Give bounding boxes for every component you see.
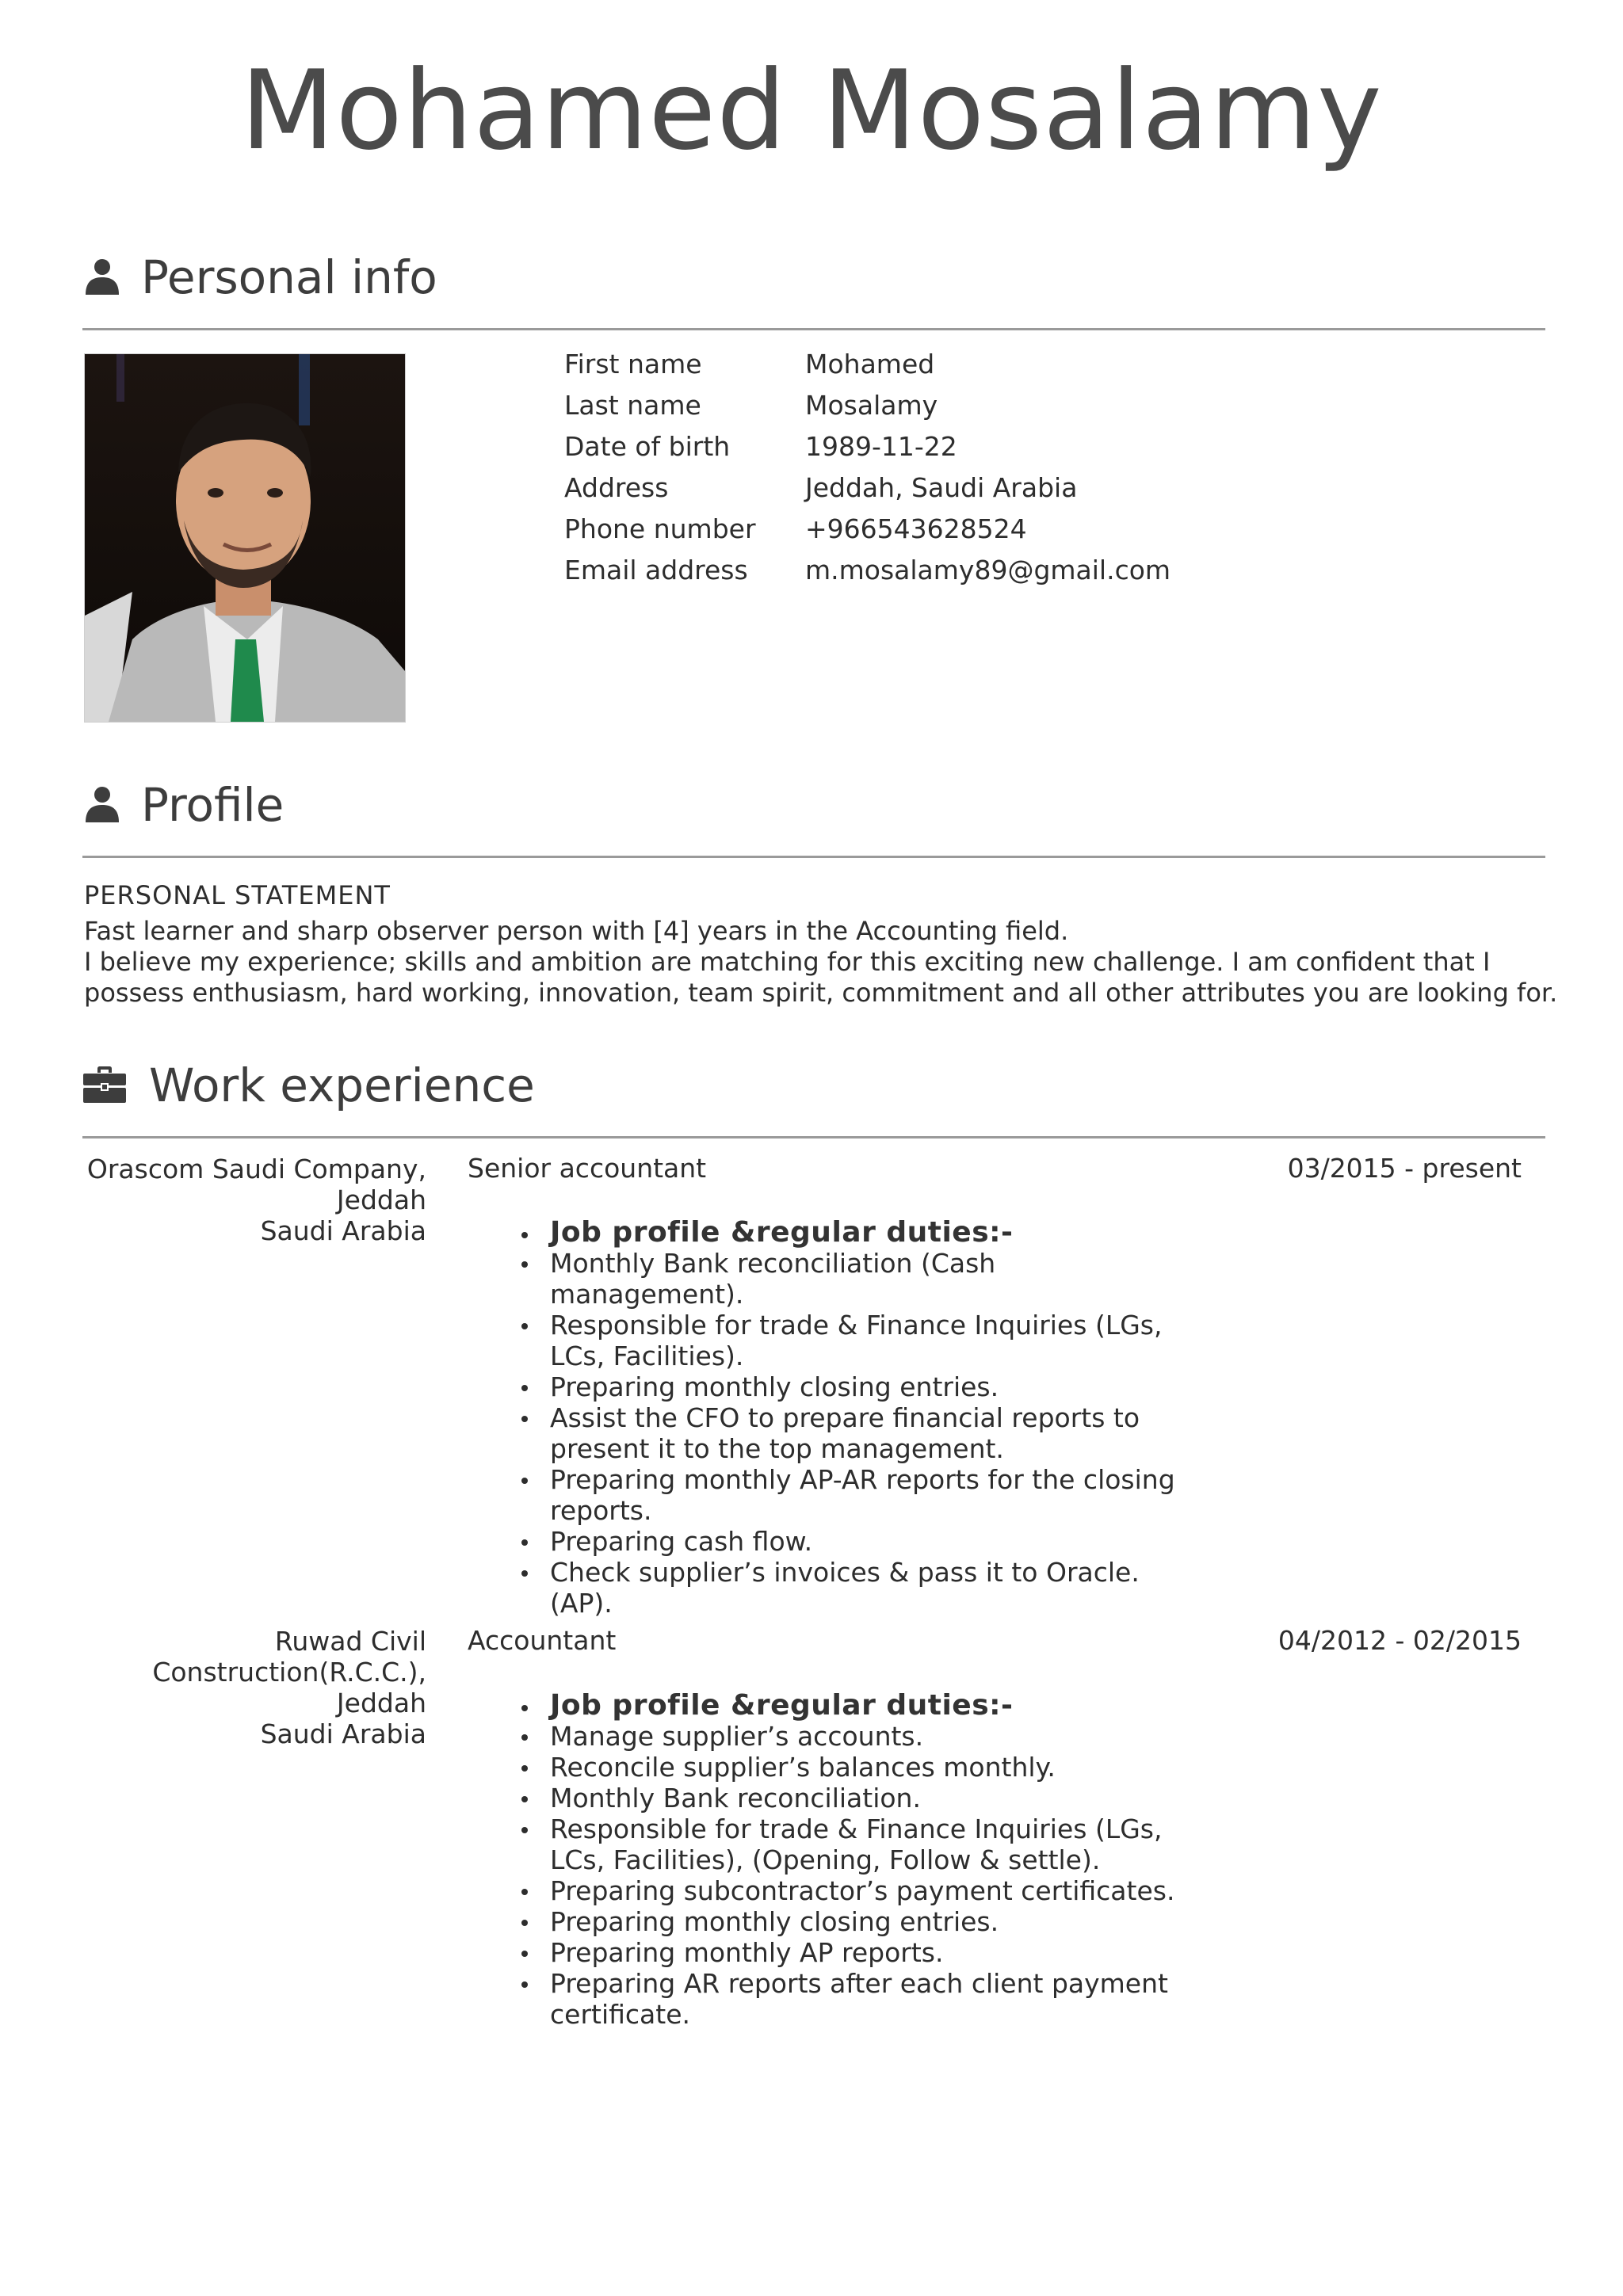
- list-item: Reconcile supplier’s balances monthly.: [523, 1752, 1189, 1783]
- section-profile: [82, 773, 1545, 837]
- person-icon: [82, 784, 122, 824]
- info-label: Email address: [564, 555, 748, 585]
- duties-heading: Job profile &regular duties:-: [523, 1217, 1189, 1248]
- company-line: Orascom Saudi Company,: [86, 1154, 426, 1184]
- duties-heading: Job profile &regular duties:-: [523, 1690, 1189, 1721]
- email-link[interactable]: m.mosalamy89@gmail.com: [805, 555, 1171, 585]
- list-item: Preparing monthly closing entries.: [523, 1906, 1189, 1937]
- personal-statement-line: I believe my experience; skills and ambition are matching for this exciting new challenge. I am confident that I: [84, 947, 1491, 977]
- info-value: Jeddah, Saudi Arabia: [805, 472, 1078, 503]
- info-label: First name: [564, 349, 702, 379]
- info-label: Phone number: [564, 513, 756, 544]
- info-label: Address: [564, 472, 669, 503]
- section-title-personal-info: Personal info: [141, 250, 437, 304]
- job-company: [14, 1626, 426, 1749]
- info-value: +966543628524: [805, 513, 1027, 544]
- list-item: Preparing monthly closing entries.: [523, 1371, 1189, 1402]
- list-item: Preparing cash flow.: [523, 1526, 1189, 1557]
- personal-statement-heading: PERSONAL STATEMENT: [84, 880, 391, 910]
- job-title: Accountant: [468, 1625, 617, 1656]
- job-title: Senior accountant: [468, 1153, 707, 1184]
- list-item: Monthly Bank reconciliation.: [523, 1783, 1189, 1814]
- info-value: 1989-11-22: [805, 431, 957, 462]
- person-icon: [82, 257, 122, 296]
- info-value: Mosalamy: [805, 390, 938, 421]
- info-label: Date of birth: [564, 431, 731, 462]
- company-line: Construction(R.C.C.),: [152, 1657, 426, 1688]
- company-line: Ruwad Civil: [274, 1626, 426, 1657]
- section-divider: [82, 856, 1545, 858]
- job-company: [14, 1154, 426, 1246]
- candidate-name: Mohamed Mosalamy: [240, 47, 1383, 174]
- section-divider: [82, 1136, 1545, 1138]
- list-item: Preparing subcontractor’s payment certificates.: [523, 1875, 1189, 1906]
- job-dates: 03/2015 - present: [1287, 1153, 1522, 1184]
- section-work-experience: [82, 1054, 1545, 1117]
- list-item: Assist the CFO to prepare financial reports to present it to the top management.: [523, 1402, 1189, 1464]
- list-item: Preparing monthly AP-AR reports for the closing reports.: [523, 1464, 1189, 1526]
- list-item: Check supplier’s invoices & pass it to Oracle. (AP).: [523, 1557, 1189, 1619]
- section-divider: [82, 328, 1545, 330]
- list-item: Responsible for trade & Finance Inquiries (LGs, LCs, Facilities), (Opening, Follow & settle).: [523, 1814, 1189, 1875]
- section-title-profile: Profile: [141, 778, 285, 832]
- section-personal-info: [82, 246, 1545, 309]
- briefcase-icon: [82, 1065, 127, 1104]
- info-value: Mohamed: [805, 349, 935, 379]
- info-label: Last name: [564, 390, 701, 421]
- company-line: Saudi Arabia: [260, 1215, 426, 1246]
- profile-photo: [84, 353, 406, 723]
- list-item: Preparing AR reports after each client payment certificate.: [523, 1968, 1189, 2030]
- company-line: Saudi Arabia: [260, 1718, 426, 1749]
- job-duties-list: [523, 1690, 1189, 2030]
- list-item: Preparing monthly AP reports.: [523, 1937, 1189, 1968]
- list-item: Monthly Bank reconciliation (Cash management).: [523, 1248, 1189, 1310]
- company-line: Jeddah: [336, 1688, 426, 1718]
- job-duties-list: [523, 1217, 1189, 1619]
- job-dates: 04/2012 - 02/2015: [1277, 1625, 1522, 1656]
- list-item: Manage supplier’s accounts.: [523, 1721, 1189, 1752]
- section-title-work-experience: Work experience: [149, 1058, 535, 1112]
- list-item: Responsible for trade & Finance Inquiries (LGs, LCs, Facilities).: [523, 1310, 1189, 1371]
- personal-statement-line: Fast learner and sharp observer person with [4] years in the Accounting field.: [84, 916, 1069, 946]
- personal-statement-line: possess enthusiasm, hard working, innovation, team spirit, commitment and all other attributes you are looking for.: [84, 978, 1558, 1008]
- company-line: Jeddah: [336, 1184, 426, 1215]
